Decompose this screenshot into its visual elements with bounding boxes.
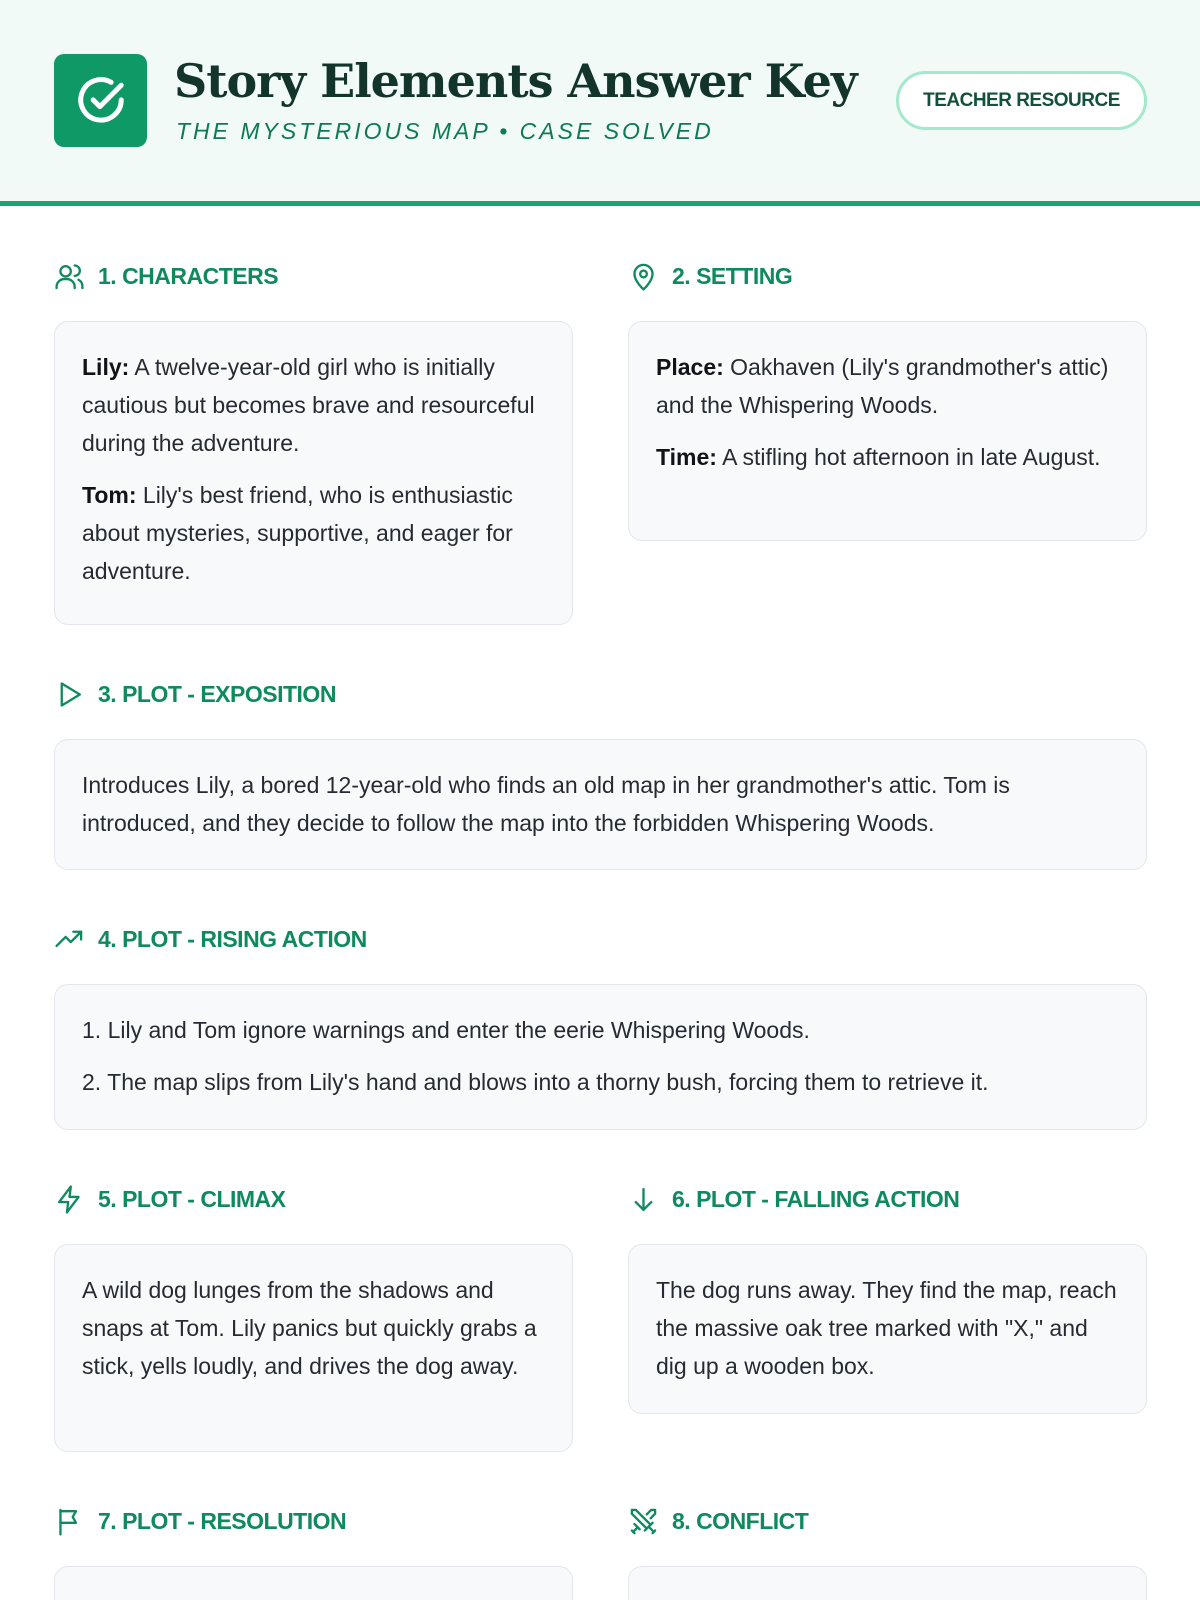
climax-card <box>54 1244 573 1452</box>
section-heading-rising-action <box>54 924 367 955</box>
section-heading-text: 8. CONFLICT <box>672 1508 809 1534</box>
entry-label: Lily: <box>82 354 130 380</box>
entry-text: A stifling hot afternoon in late August. <box>722 444 1101 470</box>
falling-action-text: The dog runs away. They find the map, reach the massive oak tree marked with "X," and dig up a wooden box. <box>656 1277 1117 1379</box>
arrow-down-icon <box>628 1184 659 1215</box>
climax-text: A wild dog lunges from the shadows and snaps at Tom. Lily panics but quickly grabs a stick, yells loudly, and drives the dog away. <box>82 1277 537 1379</box>
resolution-card <box>54 1566 573 1600</box>
section-heading-resolution <box>54 1506 346 1537</box>
section-heading-characters <box>54 261 278 292</box>
section-heading-exposition <box>54 679 336 710</box>
rising-action-card <box>54 984 1147 1130</box>
page-title: Story Elements Answer Key <box>174 54 857 108</box>
trending-up-icon <box>54 924 85 955</box>
teacher-resource-badge: TEACHER RESOURCE <box>896 71 1147 130</box>
check-circle-icon <box>74 74 128 128</box>
entry-text: Oakhaven (Lily's grandmother's attic) and the Whispering Woods. <box>656 354 1109 418</box>
page-subtitle: THE MYSTERIOUS MAP • CASE SOLVED <box>176 118 714 144</box>
section-heading-text: 1. CHARACTERS <box>98 263 279 289</box>
section-heading-conflict <box>628 1506 808 1537</box>
conflict-card <box>628 1566 1147 1600</box>
rising-action-item: 1. Lily and Tom ignore warnings and enter the eerie Whispering Woods. <box>82 1017 810 1043</box>
character-entry-tom <box>82 476 545 590</box>
setting-entry-time <box>656 438 1119 476</box>
character-entry-lily <box>82 348 545 462</box>
entry-label: Place: <box>656 354 724 380</box>
section-heading-text: 6. PLOT - FALLING ACTION <box>672 1186 960 1212</box>
section-heading-falling-action <box>628 1184 959 1215</box>
users-icon <box>54 261 85 292</box>
section-heading-text: 2. SETTING <box>672 263 793 289</box>
section-heading-setting <box>628 261 792 292</box>
falling-action-card <box>628 1244 1147 1414</box>
entry-text: A twelve-year-old girl who is initially cautious but becomes brave and resourceful during the adventure. <box>82 354 535 456</box>
setting-entry-place <box>656 348 1119 424</box>
characters-card <box>54 321 573 625</box>
section-heading-climax <box>54 1184 286 1215</box>
entry-text: Lily's best friend, who is enthusiastic about mysteries, supportive, and eager for adventure. <box>82 482 513 584</box>
play-icon <box>54 679 85 710</box>
flag-icon <box>54 1506 85 1537</box>
logo-badge <box>54 54 147 147</box>
entry-label: Tom: <box>82 482 137 508</box>
entry-label: Time: <box>656 444 717 470</box>
page-header <box>0 0 1200 201</box>
section-heading-text: 5. PLOT - CLIMAX <box>98 1186 286 1212</box>
exposition-card <box>54 739 1147 870</box>
section-heading-text: 3. PLOT - EXPOSITION <box>98 681 336 707</box>
swords-icon <box>628 1506 659 1537</box>
lightning-icon <box>54 1184 85 1215</box>
setting-card <box>628 321 1147 541</box>
section-heading-text: 4. PLOT - RISING ACTION <box>98 926 367 952</box>
rising-action-item: 2. The map slips from Lily's hand and blows into a thorny bush, forcing them to retrieve it. <box>82 1069 989 1095</box>
header-divider <box>0 201 1200 206</box>
section-heading-text: 7. PLOT - RESOLUTION <box>98 1508 347 1534</box>
map-pin-icon <box>628 261 659 292</box>
exposition-text: Introduces Lily, a bored 12-year-old who finds an old map in her grandmother's attic. Tom is introduced, and they decide to follow the map into the forbidden Whispering Woods. <box>82 772 1010 836</box>
